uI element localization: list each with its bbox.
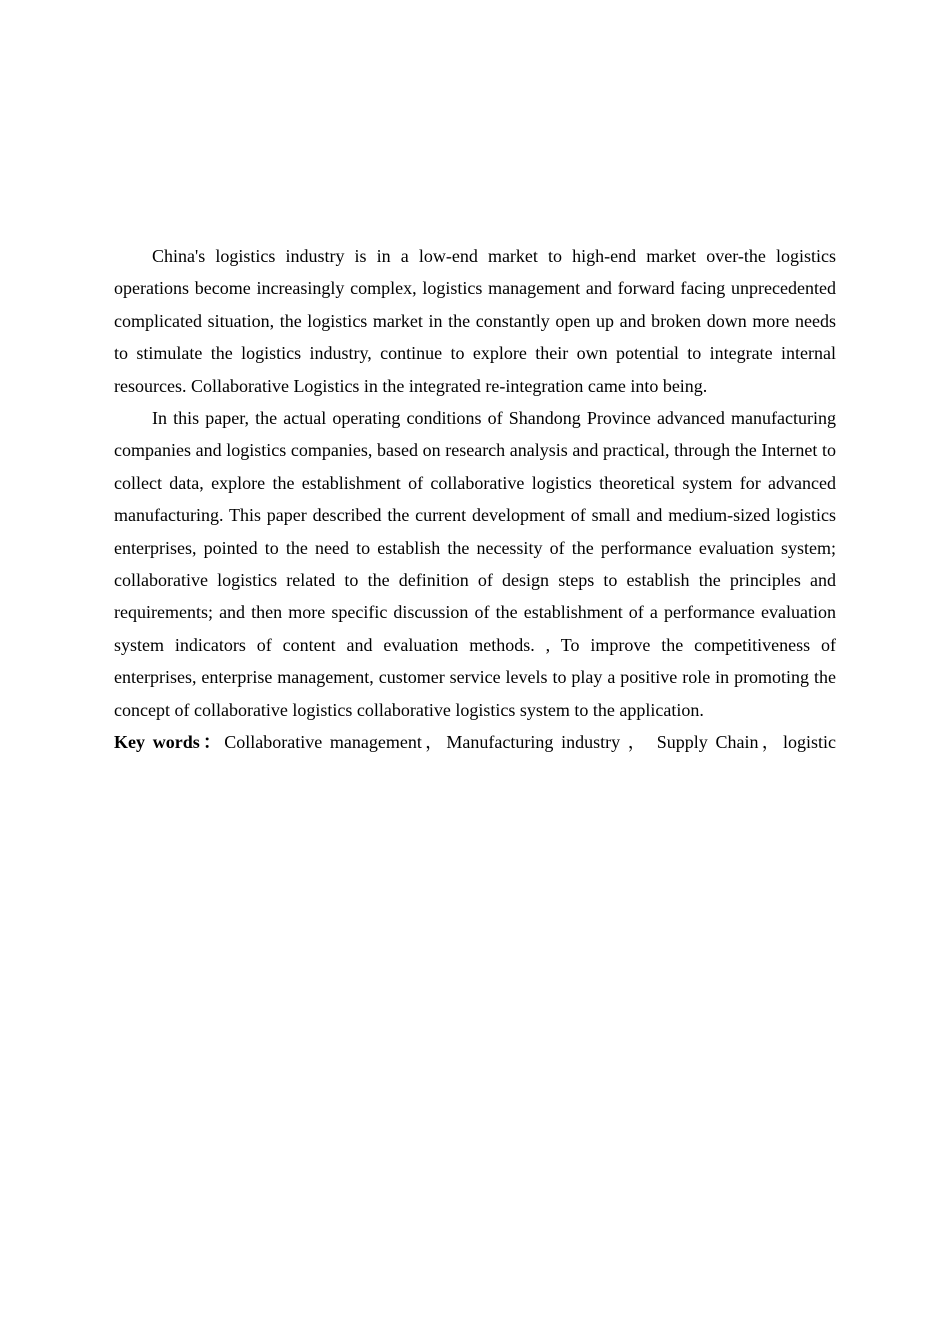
- abstract-paragraph-2: In this paper, the actual operating conditions of Shandong Province advanced manufacturing companies and logistics companies, based on research analysis and practical, through the Internet to collect data, explore the establishment of collaborative logistics theoretical system for advanced manufacturing. This paper described the current development of small and medium-sized logistics enterprises, pointed to the need to establish the necessity of the performance evaluation system; collaborative logistics related to the definition of design steps to establish the principles and requirements; and then more specific discussion of the establishment of a performance evaluation system indicators of content and evaluation methods. , To improve the competitiveness of enterprises, enterprise management, customer service levels to play a positive role in promoting the concept of collaborative logistics collaborative logistics system to the application.: [114, 408, 836, 720]
- keywords-line: [114, 726, 836, 758]
- keywords-text: Collaborative management，Manufacturing industry ， Supply Chain，logistic: [224, 732, 836, 753]
- keywords-label: Key words：: [114, 732, 225, 753]
- abstract-body: [114, 240, 836, 759]
- abstract-paragraph-1: China's logistics industry is in a low-end market to high-end market over-the logistics operations become increasingly complex, logistics management and forward facing unprecedented complicated situation, the logistics market in the constantly open up and broken down more needs to stimulate the logistics industry, continue to explore their own potential to integrate internal resources. Collaborative Logistics in the integrated re-integration came into being.: [114, 246, 836, 396]
